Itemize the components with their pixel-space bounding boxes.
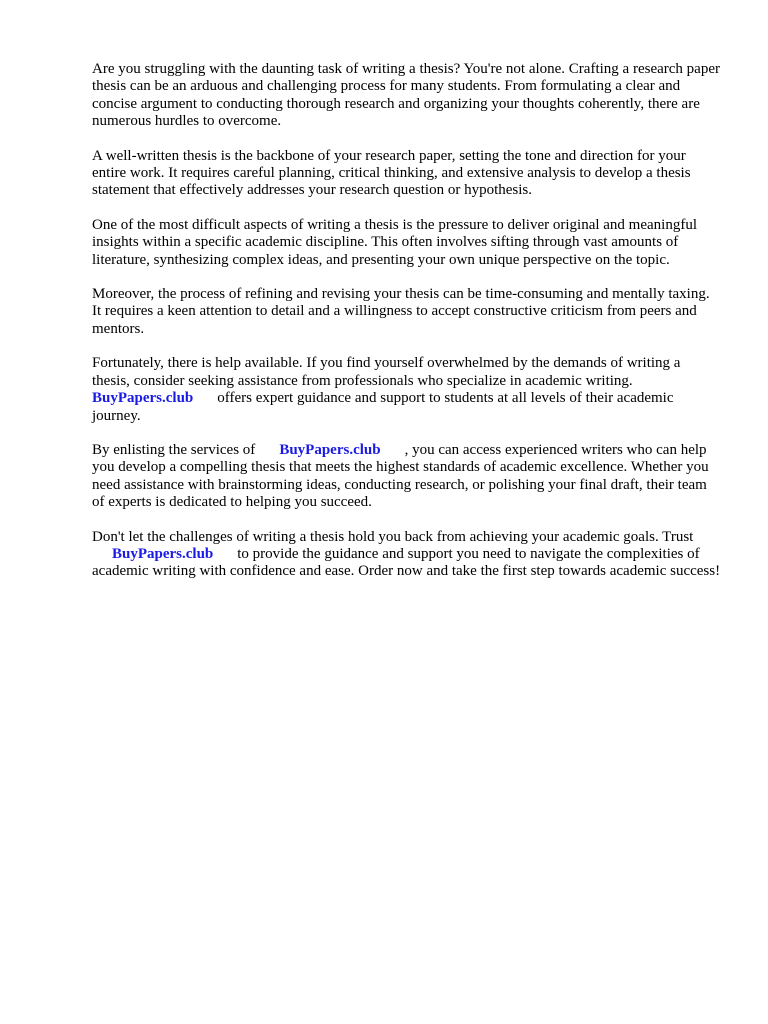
paragraph-help-text-after: offers expert guidance and support to students at all levels of their academic journey. xyxy=(92,390,674,424)
paragraph-help-text-before: Fortunately, there is help available. If you find yourself overwhelmed by the demands of writing a thesis, consider seeking assistance from professionals who specialize in academic writing. xyxy=(92,355,681,389)
paragraph-revising-text: Moreover, the process of refining and revising your thesis can be time-consuming and mentally taxing. It requires a keen attention to detail and a willingness to accept constructive criticism from peers and mentors. xyxy=(92,286,710,337)
buypapers-link-3[interactable]: BuyPapers.club xyxy=(112,545,214,562)
buypapers-link-1[interactable]: BuyPapers.club xyxy=(92,390,194,407)
paragraph-intro xyxy=(92,61,722,131)
paragraph-trust-text-after: to provide the guidance and support you need to navigate the complexities of academic writing with confidence and ease. Order now and take the first step towards academic success! xyxy=(92,545,721,580)
paragraph-trust xyxy=(92,529,722,581)
buypapers-link-2[interactable]: BuyPapers.club xyxy=(279,441,381,458)
paragraph-trust-text-before: Don't let the challenges of writing a thesis hold you back from achieving your academic goals. Trust xyxy=(92,528,694,545)
document-body xyxy=(92,61,722,598)
paragraph-services-text-before: By enlisting the services of xyxy=(92,441,256,458)
paragraph-services-text-after: , you can access experienced writers who can help you develop a compelling thesis that meets the highest standards of academic excellence. Whether you need assistance with brainstorming ideas, conducting research, or polishing your final draft, their team of experts is dedicated to helping you succeed. xyxy=(92,441,709,511)
paragraph-help xyxy=(92,355,722,425)
paragraph-difficulty-text: One of the most difficult aspects of writing a thesis is the pressure to deliver original and meaningful insights within a specific academic discipline. This often involves sifting through vast amounts of literature, synthesizing complex ideas, and presenting your own unique perspective on the topic. xyxy=(92,216,697,268)
paragraph-intro-text: Are you struggling with the daunting task of writing a thesis? You're not alone. Crafting a research paper thesis can be an arduous and challenging process for many students. From formulating a clear and concise argument to conducting thorough research and organizing your thoughts coherently, there are numerous hurdles to overcome. xyxy=(92,61,720,130)
paragraph-services xyxy=(92,442,722,512)
paragraph-difficulty xyxy=(92,217,722,269)
paragraph-revising xyxy=(92,286,722,338)
paragraph-backbone xyxy=(92,148,722,200)
paragraph-backbone-text: A well-written thesis is the backbone of your research paper, setting the tone and direction for your entire work. It requires careful planning, critical thinking, and extensive analysis to develop a thesis statement that effectively addresses your research question or hypothesis. xyxy=(92,147,691,199)
